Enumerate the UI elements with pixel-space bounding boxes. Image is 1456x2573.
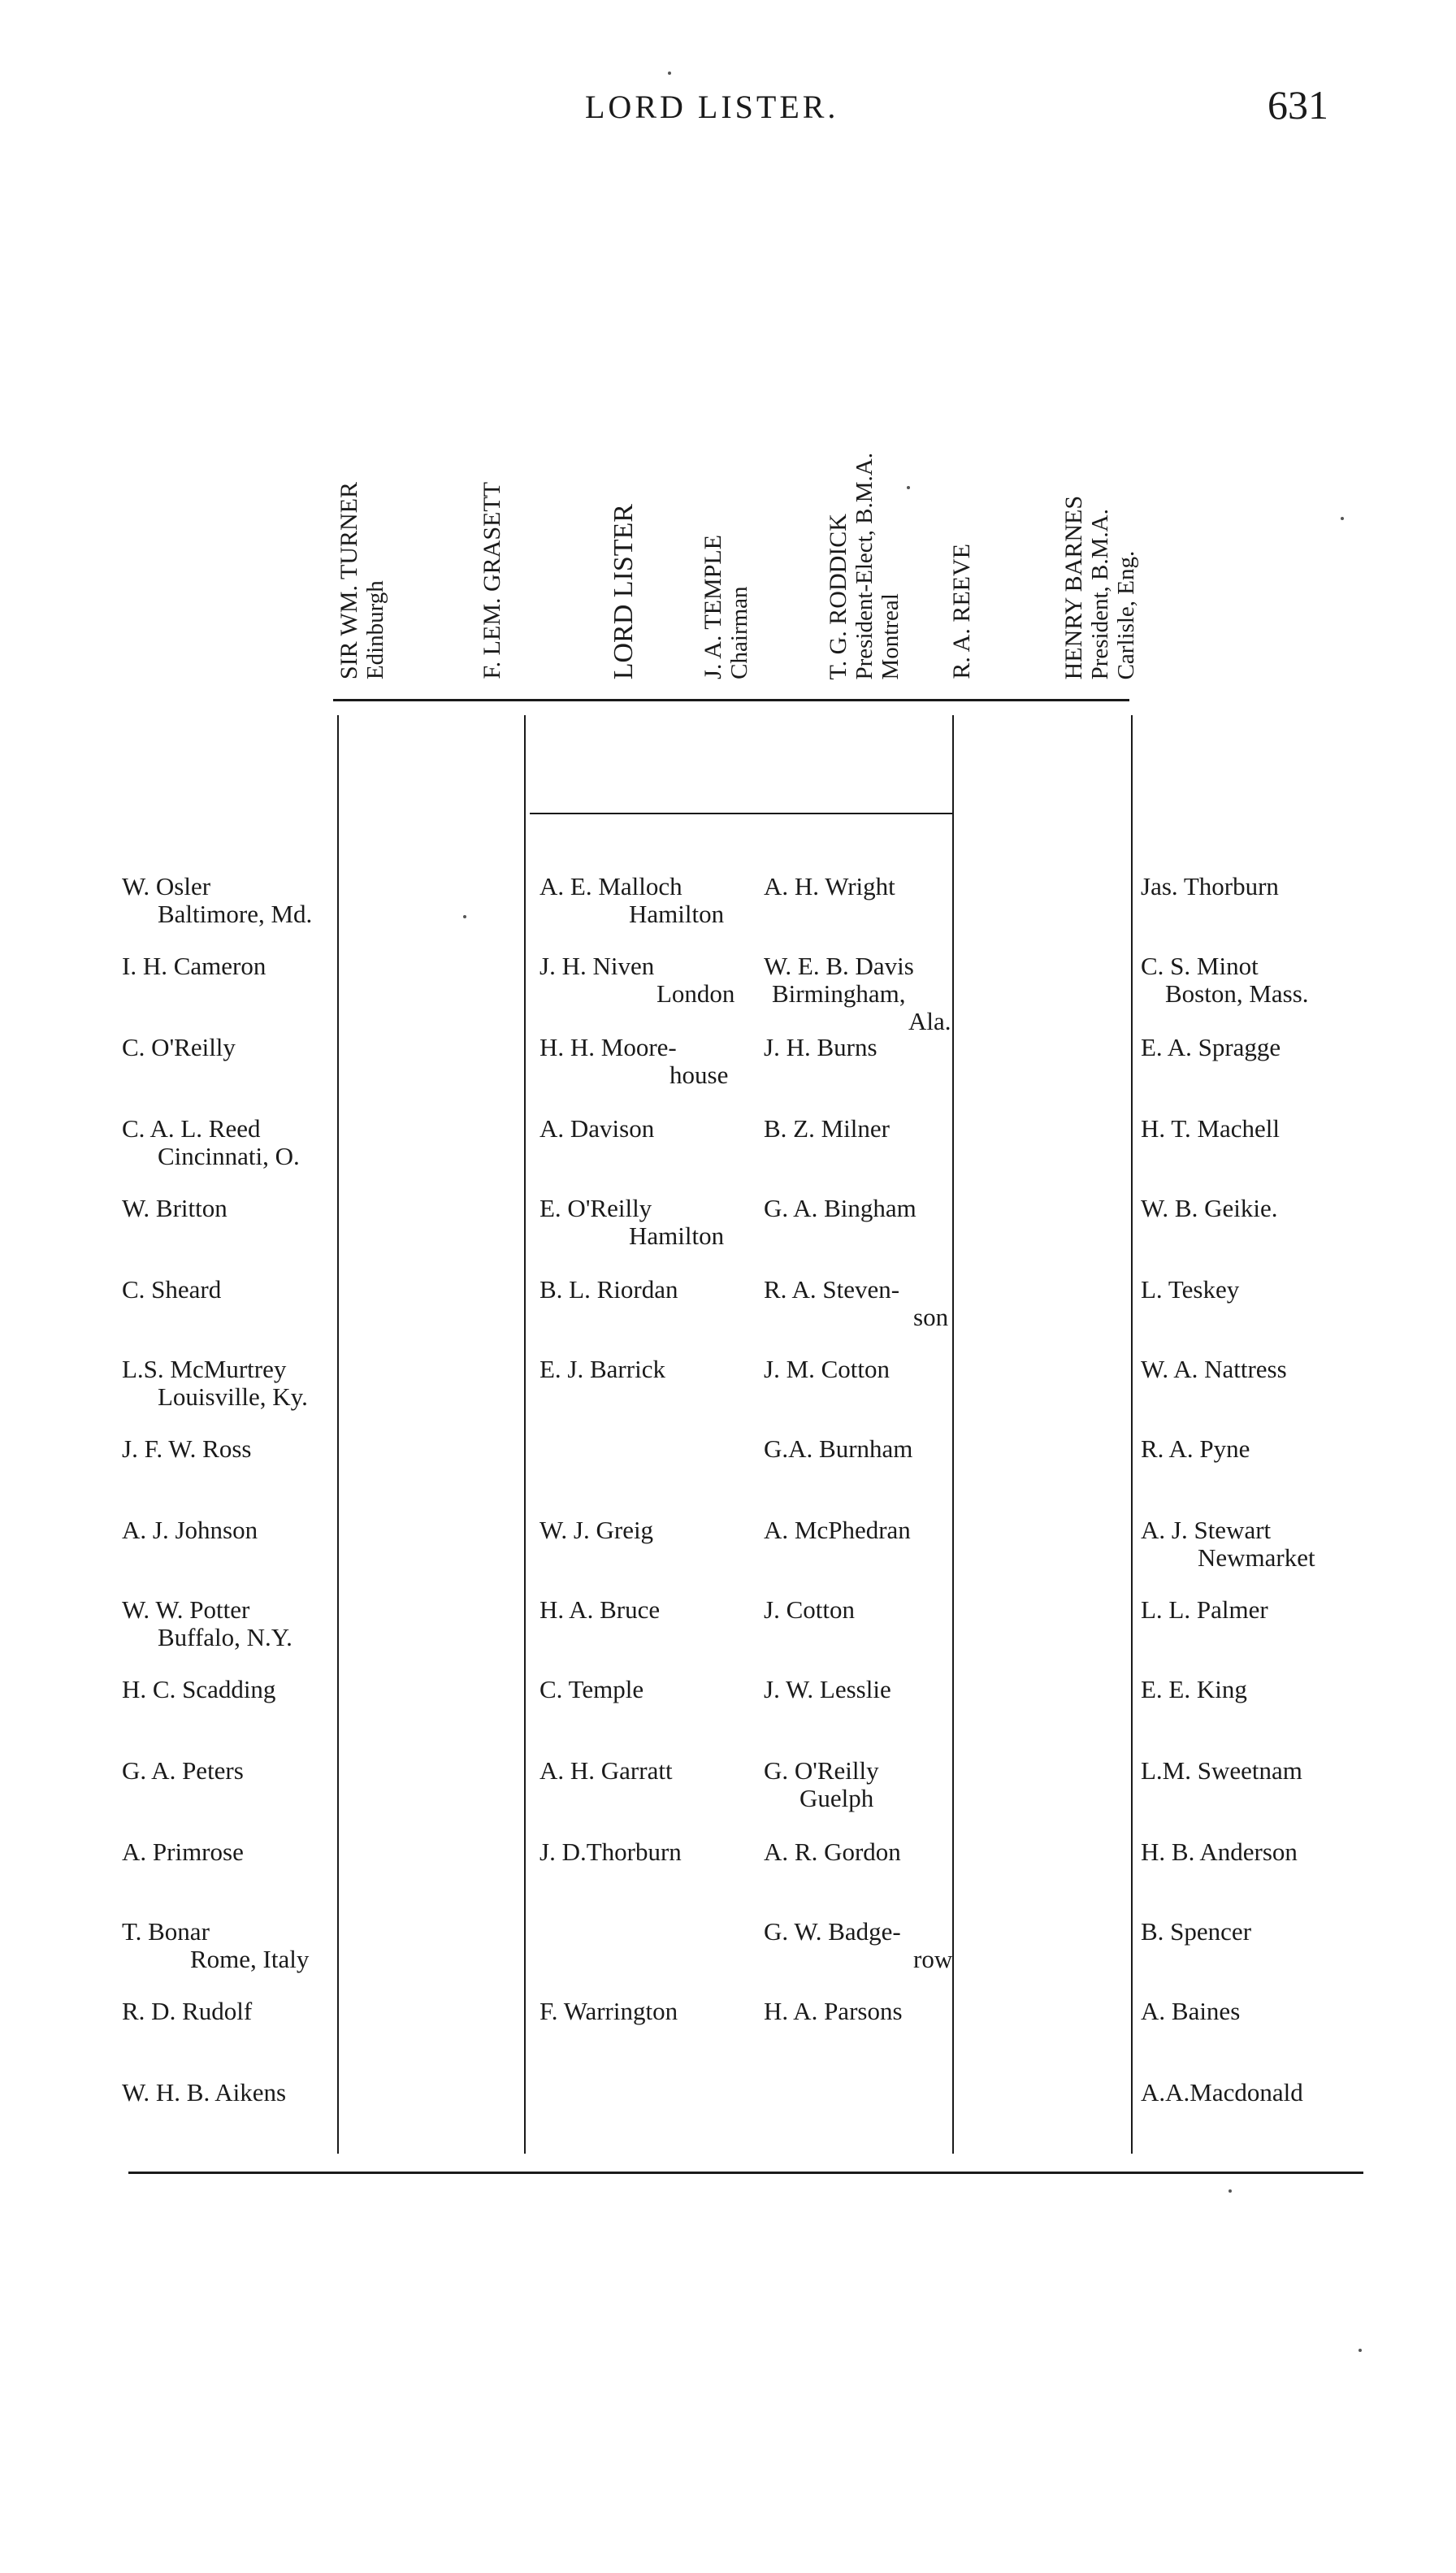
left-entry: C. A. L. Reed Cincinnati, O. <box>122 1114 300 1170</box>
left-entry: A. Primrose <box>122 1838 244 1866</box>
left-entry: J. F. W. Ross <box>122 1434 252 1463</box>
middle-a-entry: H. H. Moore- house <box>540 1033 729 1089</box>
scan-speck <box>1341 517 1344 520</box>
middle-a-entry: F. Warrington <box>540 1997 678 2025</box>
scan-speck <box>907 486 910 489</box>
column-divider-4 <box>1131 715 1133 2154</box>
column-divider-3 <box>952 715 954 2154</box>
middle-b-entry: J. Cotton <box>764 1595 855 1624</box>
page-number: 631 <box>1268 82 1328 128</box>
middle-a-entry: A. H. Garratt <box>540 1756 673 1785</box>
column-heading-5: T. G. RODDICK President-Elect, B.M.A. Montreal <box>825 452 904 679</box>
right-entry: L.M. Sweetnam <box>1141 1756 1302 1785</box>
middle-a-entry: C. Temple <box>540 1675 644 1703</box>
right-entry: A. Baines <box>1141 1997 1241 2025</box>
column-heading-3: LORD LISTER <box>609 503 639 679</box>
middle-a-entry: H. A. Bruce <box>540 1595 661 1624</box>
left-entry: W. Osler Baltimore, Md. <box>122 872 313 928</box>
middle-b-entry: G.A. Burnham <box>764 1434 913 1463</box>
left-entry: W. Britton <box>122 1194 228 1222</box>
left-entry: C. Sheard <box>122 1275 222 1304</box>
middle-b-entry: G. W. Badge- row <box>764 1917 953 1973</box>
scan-speck <box>463 915 466 918</box>
left-entry: R. D. Rudolf <box>122 1997 253 2025</box>
column-heading-6: R. A. REEVE <box>948 544 975 679</box>
column-divider-2 <box>524 715 526 2154</box>
right-entry: E. E. King <box>1141 1675 1247 1703</box>
middle-a-entry: A. Davison <box>540 1114 655 1143</box>
middle-a-entry: E. J. Barrick <box>540 1355 665 1383</box>
column-divider-1 <box>337 715 339 2154</box>
middle-b-entry: J. M. Cotton <box>764 1355 890 1383</box>
right-entry: L. L. Palmer <box>1141 1595 1268 1624</box>
middle-b-entry: G. A. Bingham <box>764 1194 916 1222</box>
middle-b-entry: A. H. Wright <box>764 872 895 900</box>
right-entry: H. T. Machell <box>1141 1114 1280 1143</box>
middle-b-entry: W. E. B. Davis Birmingham, Ala. <box>764 952 951 1035</box>
right-entry: C. S. Minot Boston, Mass. <box>1141 952 1309 1008</box>
middle-b-entry: R. A. Steven- son <box>764 1275 949 1331</box>
middle-a-entry: J. H. Niven London <box>540 952 735 1008</box>
table-center-rule <box>530 813 952 814</box>
middle-b-entry: G. O'Reilly Guelph <box>764 1756 879 1812</box>
right-entry: R. A. Pyne <box>1141 1434 1250 1463</box>
left-entry: W. W. Potter Buffalo, N.Y. <box>122 1595 292 1651</box>
middle-b-entry: H. A. Parsons <box>764 1997 903 2025</box>
table-top-rule <box>333 699 1129 701</box>
middle-a-entry: W. J. Greig <box>540 1516 654 1544</box>
left-entry: L.S. McMurtrey Louisville, Ky. <box>122 1355 308 1411</box>
right-entry: W. A. Nattress <box>1141 1355 1287 1383</box>
left-entry: C. O'Reilly <box>122 1033 236 1061</box>
middle-a-entry: E. O'Reilly Hamilton <box>540 1194 725 1250</box>
middle-a-entry: A. E. Malloch Hamilton <box>540 872 725 928</box>
left-entry: I. H. Cameron <box>122 952 266 980</box>
right-entry: E. A. Spragge <box>1141 1033 1281 1061</box>
right-entry: W. B. Geikie. <box>1141 1194 1278 1222</box>
column-heading-1: SIR WM. TURNER Edinburgh <box>336 481 388 679</box>
left-entry: W. H. B. Aikens <box>122 2078 287 2107</box>
right-entry: A.A.Macdonald <box>1141 2078 1303 2107</box>
table-bottom-rule <box>128 2172 1363 2174</box>
left-entry: T. Bonar Rome, Italy <box>122 1917 310 1973</box>
right-entry: A. J. Stewart Newmarket <box>1141 1516 1315 1572</box>
middle-b-entry: B. Z. Milner <box>764 1114 890 1143</box>
right-entry: B. Spencer <box>1141 1917 1252 1946</box>
left-entry: A. J. Johnson <box>122 1516 258 1544</box>
column-heading-2: F. LEM. GRASETT <box>479 482 505 679</box>
middle-b-entry: A. McPhedran <box>764 1516 911 1544</box>
column-heading-7: HENRY BARNES President, B.M.A. Carlisle, Eng. <box>1060 495 1139 679</box>
middle-a-entry: J. D.Thorburn <box>540 1838 682 1866</box>
middle-b-entry: J. W. Lesslie <box>764 1675 891 1703</box>
scan-speck <box>668 72 671 75</box>
middle-a-entry: B. L. Riordan <box>540 1275 678 1304</box>
left-entry: H. C. Scadding <box>122 1675 276 1703</box>
right-entry: H. B. Anderson <box>1141 1838 1298 1866</box>
column-heading-4: J. A. TEMPLE Chairman <box>700 535 752 679</box>
right-entry: Jas. Thorburn <box>1141 872 1279 900</box>
right-entry: L. Teskey <box>1141 1275 1240 1304</box>
left-entry: G. A. Peters <box>122 1756 244 1785</box>
middle-b-entry: J. H. Burns <box>764 1033 878 1061</box>
middle-b-entry: A. R. Gordon <box>764 1838 901 1866</box>
scan-speck <box>1228 2189 1232 2193</box>
scan-speck <box>1358 2349 1362 2352</box>
running-head: LORD LISTER. <box>585 89 839 125</box>
